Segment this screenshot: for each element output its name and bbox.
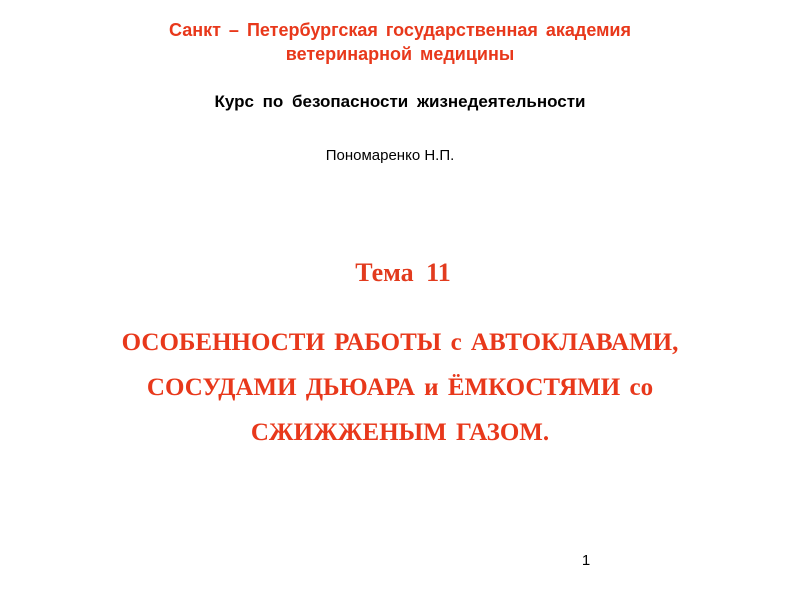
academy-name-line-1: Санкт – Петербургская государственная академия	[169, 20, 631, 40]
course-title: Курс по безопасности жизнедеятельности	[214, 92, 586, 111]
lecture-title-line-2: СОСУДАМИ ДЬЮАРА и ЁМКОСТЯМИ со	[146, 374, 654, 401]
lecture-title-line-3: СЖИЖЖЕНЫМ ГАЗОМ.	[250, 419, 550, 446]
lecture-title-line-1: ОСОБЕННОСТИ РАБОТЫ с АВТОКЛАВАМИ,	[121, 329, 679, 356]
academy-name-line-2: ветеринарной медицины	[285, 44, 515, 64]
page-number: 1	[581, 552, 591, 569]
lecture-title	[0, 320, 800, 455]
topic-label: Тема 11	[355, 258, 451, 287]
author-name: Пономаренко Н.П.	[325, 147, 455, 164]
academy-name	[0, 18, 800, 66]
